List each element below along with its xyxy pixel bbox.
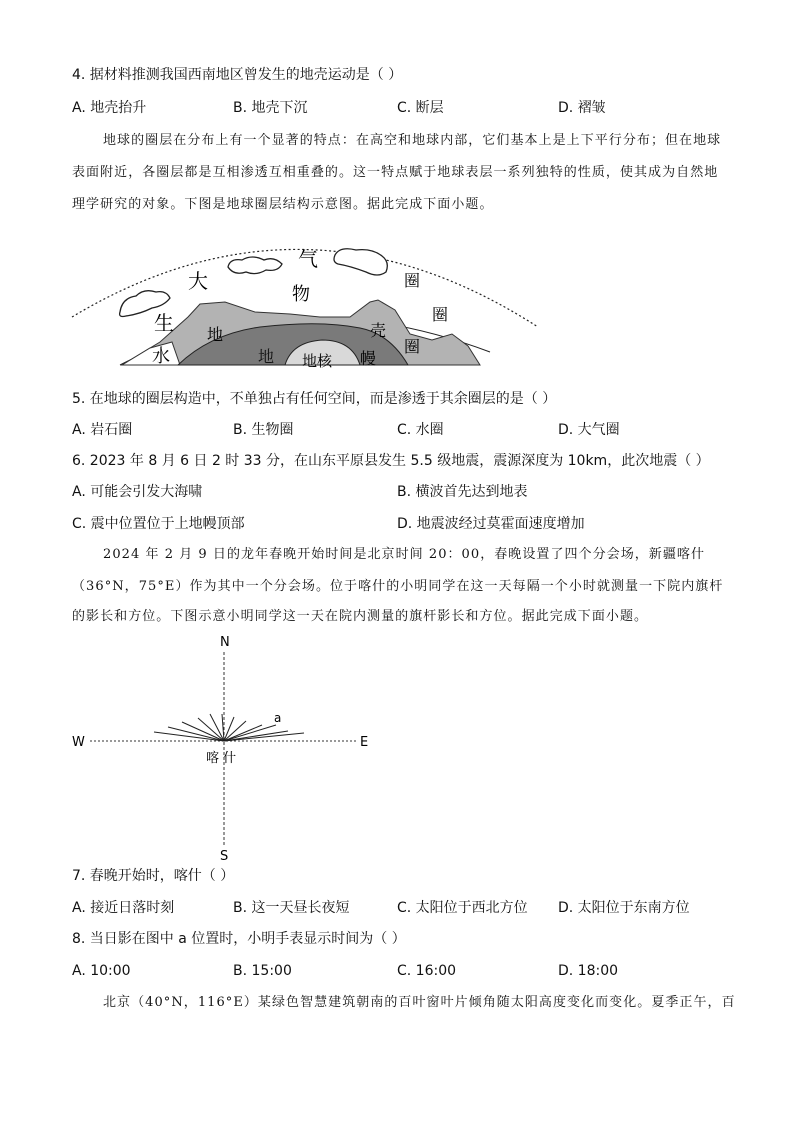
label-di-2: 地 <box>258 347 275 366</box>
label-shui: 水 <box>152 346 170 367</box>
cloud-1 <box>228 257 282 274</box>
label-east: E <box>360 735 369 750</box>
label-da: 大 <box>188 269 208 293</box>
label-di-1: 地 <box>207 325 224 344</box>
passage-2-line-1: 2024 年 2 月 9 日的龙年春晚开始时间是北京时间 20：00，春晚设置了四个分会场，新疆喀什 <box>103 547 706 562</box>
passage-1-line-1: 地球的圈层在分布上有一个显著的特点：在高空和地球内部，它们基本上是上下平行分布；但在地球 <box>103 133 722 148</box>
q5-option-b[interactable]: B. 生物圈 <box>233 422 294 438</box>
q7-option-d[interactable]: D. 太阳位于东南方位 <box>558 900 690 916</box>
q7-option-a[interactable]: A. 接近日落时刻 <box>72 900 175 916</box>
label-quan-1: 圈 <box>404 271 421 290</box>
shadow-diagram <box>60 628 400 864</box>
earth-sphere-diagram <box>60 222 560 372</box>
hydrosphere-area <box>122 342 180 365</box>
label-kashgar: 喀 什 <box>206 751 237 766</box>
label-sheng: 生 <box>154 311 174 335</box>
label-ke: 壳 <box>370 321 387 340</box>
q4-option-c[interactable]: C. 断层 <box>397 100 444 116</box>
q7-option-b[interactable]: B. 这一天昼长夜短 <box>233 900 350 916</box>
question-6-stem: 6. 2023 年 8 月 6 日 2 时 33 分，在山东平原县发生 5.5 级地震，震源深度为 10km，此次地震（ ） <box>72 453 710 469</box>
shadow-lines <box>154 714 304 741</box>
q8-option-c[interactable]: C. 16:00 <box>397 963 457 979</box>
label-quan-3: 圈 <box>404 337 421 356</box>
q4-option-d[interactable]: D. 褶皱 <box>558 100 606 116</box>
q5-option-a[interactable]: A. 岩石圈 <box>72 422 133 438</box>
q6-option-d[interactable]: D. 地震波经过莫霍面速度增加 <box>397 516 585 532</box>
question-7-stem: 7. 春晚开始时，喀什（ ） <box>72 868 235 884</box>
q8-option-d[interactable]: D. 18:00 <box>558 963 619 979</box>
q6-option-b[interactable]: B. 横波首先达到地表 <box>397 484 528 500</box>
question-5-stem: 5. 在地球的圈层构造中，不单独占有任何空间，而是渗透于其余圈层的是（ ） <box>72 391 557 407</box>
label-wu: 物 <box>292 284 310 305</box>
q6-option-c[interactable]: C. 震中位置位于上地幔顶部 <box>72 516 245 532</box>
label-qi: 气 <box>298 247 318 271</box>
q4-option-b[interactable]: B. 地壳下沉 <box>233 100 308 116</box>
label-west: W <box>72 735 85 750</box>
label-north: N <box>220 635 230 650</box>
label-south: S <box>220 849 229 864</box>
q6-option-a[interactable]: A. 可能会引发大海啸 <box>72 484 203 500</box>
question-4-stem: 4. 据材料推测我国西南地区曾发生的地壳运动是（ ） <box>72 67 403 83</box>
passage-3-line-1: 北京（40°N，116°E）某绿色智慧建筑朝南的百叶窗叶片倾角随太阳高度变化而变化。夏季正午，百 <box>103 995 736 1010</box>
label-a: a <box>274 711 282 725</box>
passage-2-line-3: 的影长和方位。下图示意小明同学这一天在院内测量的旗杆影长和方位。据此完成下面小题。 <box>72 609 649 624</box>
q5-option-c[interactable]: C. 水圈 <box>397 422 444 438</box>
label-quan-2: 圈 <box>432 305 449 324</box>
label-dihe: 地核 <box>302 352 333 370</box>
passage-1-line-2: 表面附近，各圈层都是互相渗透互相重叠的。这一特点赋于地球表层一系列独特的性质，使其成为自然地 <box>72 165 719 180</box>
passage-2-line-2: （36°N，75°E）作为其中一个分会场。位于喀什的小明同学在这一天每隔一个小时就测量一下院内旗杆 <box>72 579 724 594</box>
cloud-2 <box>334 249 387 275</box>
passage-1-line-3: 理学研究的对象。下图是地球圈层结构示意图。据此完成下面小题。 <box>72 197 494 212</box>
q5-option-d[interactable]: D. 大气圈 <box>558 422 620 438</box>
q7-option-c[interactable]: C. 太阳位于西北方位 <box>397 900 528 916</box>
q8-option-b[interactable]: B. 15:00 <box>233 963 292 979</box>
label-diman: 幔 <box>360 349 377 368</box>
q4-option-a[interactable]: A. 地壳抬升 <box>72 100 147 116</box>
question-8-stem: 8. 当日影在图中 a 位置时，小明手表显示时间为（ ） <box>72 931 406 947</box>
q8-option-a[interactable]: A. 10:00 <box>72 963 131 979</box>
